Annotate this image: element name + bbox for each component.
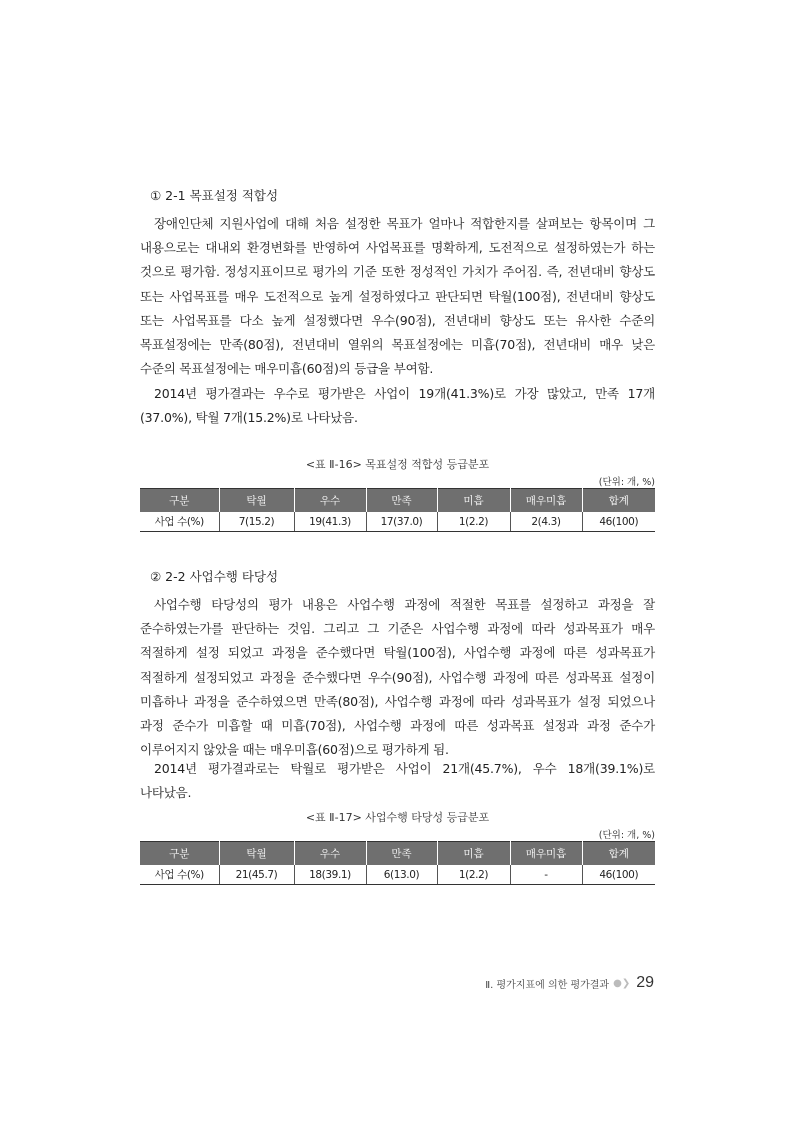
- table-header-cell: 만족: [366, 842, 437, 866]
- table-unit-label: (단위: 개, %): [598, 477, 655, 488]
- table-header-cell: 합계: [582, 842, 655, 866]
- page-footer: [485, 974, 654, 992]
- table-cell: -: [510, 865, 582, 885]
- table-header-row: [140, 489, 655, 513]
- paragraph-execution-validity-results: 2014년 평가결과로는 탁월로 평가받은 사업이 21개(45.7%), 우수 18개(39.1%)로 나타났음.: [140, 761, 655, 801]
- table-header-cell: 우수: [294, 842, 366, 866]
- table-header-cell: 구분: [140, 489, 219, 513]
- table-unit-label: (단위: 개, %): [598, 830, 655, 841]
- footer-chapter-title: Ⅱ. 평가지표에 의한 평가결과: [485, 979, 610, 991]
- table-cell: 사업 수(%): [140, 512, 219, 532]
- section-heading-execution-validity: ② 2-2 사업수행 타당성: [150, 569, 279, 584]
- paragraph-goal-suitability-results: 2014년 평가결과는 우수로 평가받은 사업이 19개(41.3%)로 가장 많았고, 만족 17개(37.0%), 탁월 7개(15.2%)로 나타났음.: [140, 386, 655, 426]
- section-heading-goal-suitability: ① 2-1 목표설정 적합성: [150, 188, 279, 203]
- table-cell: 1(2.2): [437, 512, 510, 532]
- table-cell: 6(13.0): [366, 865, 437, 885]
- table-header-cell: 탁월: [219, 489, 294, 513]
- table-cell: 21(45.7): [219, 865, 294, 885]
- table-cell: 19(41.3): [294, 512, 366, 532]
- paragraph-execution-validity-description: 사업수행 타당성의 평가 내용은 사업수행 과정에 적절한 목표를 설정하고 과정을 잘 준수하였는가를 판단하는 것임. 그리고 그 기준은 사업수행 과정에 따라 성과목표가 매우 적절하게 설정 되었고 과정을 준수했다면 탁월(100점), 사업수행 과정에 따른 성과목표가 적절하게 설정되었고 과정을 준수했다면 우수(90점), 사업수행 과정에 따른 성과목표 설정이 미흡하나 과정을 준수하였으면 만족(80점), 사업수행 과정에 따라 성과목표가 설정 되었으나 과정 준수가 미흡할 때 미흡(70점), 사업수행 과정에 따른 성과목표 설정과 과정 준수가 이루어지지 않았을 때는 매우미흡(60점)으로 평가하게 됨.: [140, 597, 655, 758]
- table-caption: <표 Ⅱ-17> 사업수행 타당성 등급분포: [305, 811, 490, 824]
- table-header-cell: 미흡: [437, 489, 510, 513]
- table-header-cell: 만족: [366, 489, 437, 513]
- table-cell: 46(100): [582, 865, 655, 885]
- chevron-right-icon: ●❯: [613, 977, 631, 989]
- table-row: [140, 512, 655, 532]
- table-header-cell: 구분: [140, 842, 219, 866]
- table-cell: 7(15.2): [219, 512, 294, 532]
- table-header-cell: 우수: [294, 489, 366, 513]
- table-header-cell: 매우미흡: [510, 842, 582, 866]
- page-number: 29: [636, 974, 654, 991]
- table-cell: 18(39.1): [294, 865, 366, 885]
- table-header-row: [140, 842, 655, 866]
- table-header-cell: 매우미흡: [510, 489, 582, 513]
- table-cell: 1(2.2): [437, 865, 510, 885]
- table-cell: 17(37.0): [366, 512, 437, 532]
- goal-suitability-grade-table: [140, 488, 655, 532]
- table-cell: 2(4.3): [510, 512, 582, 532]
- paragraph-goal-suitability-description: 장애인단체 지원사업에 대해 처음 설정한 목표가 얼마나 적합한지를 살펴보는 항목이며 그 내용으로는 대내외 환경변화를 반영하여 사업목표를 명확하게, 도전적으로 설정하였는가 하는 것으로 평가함. 정성지표이므로 평가의 기준 또한 정성적인 가치가 주어짐. 즉, 전년대비 향상도 또는 사업목표를 매우 도전적으로 높게 설정하였다고 판단되면 탁월(100점), 전년대비 향상도 또는 사업목표를 다소 높게 설정했다면 우수(90점), 전년대비 향상도 또는 유사한 수준의 목표설정에는 만족(80점), 전년대비 열위의 목표설정에는 미흡(70점), 전년대비 매우 낮은 수준의 목표설정에는 매우미흡(60점)의 등급을 부여함.: [140, 216, 655, 377]
- table-row: [140, 865, 655, 885]
- table-cell: 46(100): [582, 512, 655, 532]
- execution-validity-grade-table: [140, 841, 655, 885]
- table-header-cell: 탁월: [219, 842, 294, 866]
- table-cell: 사업 수(%): [140, 865, 219, 885]
- table-header-cell: 미흡: [437, 842, 510, 866]
- table-caption: <표 Ⅱ-16> 목표설정 적합성 등급분포: [305, 458, 490, 471]
- table-header-cell: 합계: [582, 489, 655, 513]
